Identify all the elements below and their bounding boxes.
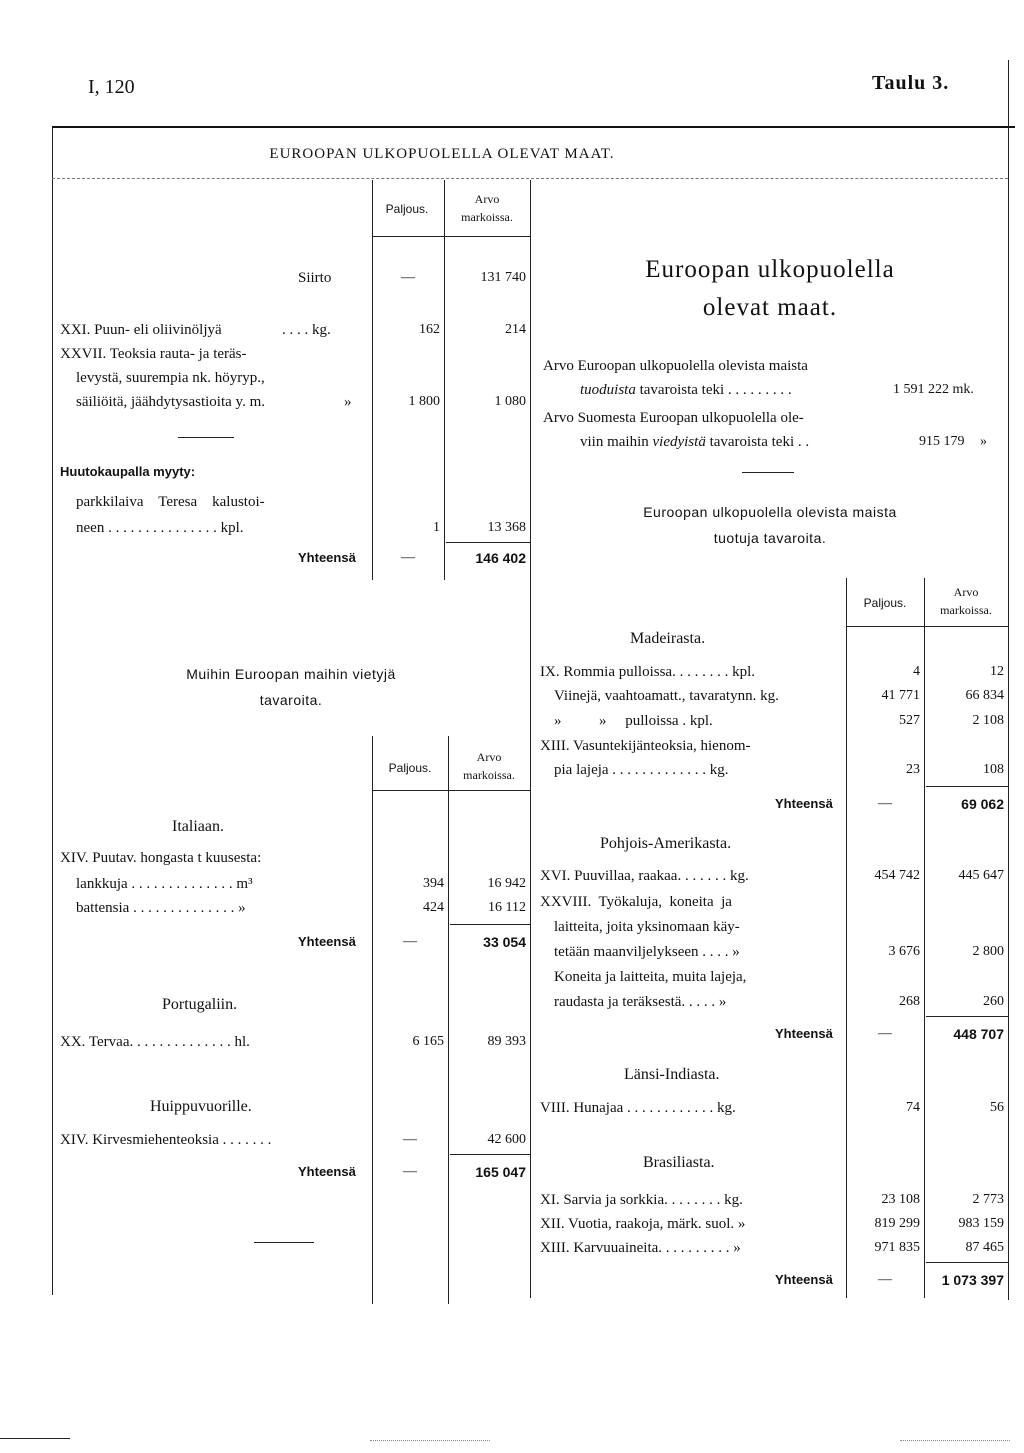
italia-r2-label: battensia . . . . . . . . . . . . . . » [76, 900, 246, 916]
summary-exports-value: 915 179 [919, 434, 965, 449]
pohjois-total-paljous: — [878, 1026, 892, 1041]
madeira-r1-arvo: 12 [990, 664, 1004, 679]
r2-paljous: 1 800 [408, 394, 440, 409]
portugal-r1-paljous: 6 165 [412, 1034, 444, 1049]
italia-total-label: Yhteensä [298, 934, 356, 949]
madeira-r1-label: IX. Rommia pulloissa. . . . . . . . kpl. [540, 664, 755, 680]
r2-unit: » [344, 394, 352, 410]
col-line-1 [372, 180, 373, 580]
auction-heading: Huutokaupalla myyty: [60, 464, 196, 479]
r2-line2: levystä, suurempia nk. höyryp., [76, 370, 265, 386]
brasilia-sum-rule [926, 1262, 1008, 1263]
huippu-sum-rule [450, 1154, 530, 1155]
madeira-title: Madeirasta. [630, 630, 706, 647]
madeira-r3-label: » » pulloissa . kpl. [554, 713, 713, 729]
brasilia-r2-arvo: 983 159 [958, 1216, 1004, 1231]
col-arvo-top: Arvo [474, 192, 500, 206]
col-arvo-bottom: Arvo [476, 750, 502, 764]
huippu-r1-paljous: — [403, 1132, 417, 1147]
r1-arvo: 214 [505, 322, 526, 337]
exports-heading-1: Muihin Euroopan maihin vietyjä [186, 666, 396, 682]
madeira-total-paljous: — [878, 796, 892, 811]
total-paljous-top: — [401, 550, 415, 565]
exports-heading-2: tavaroita. [259, 692, 323, 708]
brasilia-title: Brasiliasta. [643, 1154, 715, 1171]
imports-heading-1: Euroopan ulkopuolella olevista maista [643, 504, 897, 520]
col-paljous-top: Paljous. [385, 202, 429, 216]
top-rule [52, 126, 1015, 128]
bottom-col-line-1 [372, 736, 373, 1304]
madeira-r4-line1: XIII. Vasuntekijänteoksia, hienom- [540, 738, 751, 754]
madeira-sum-rule [926, 786, 1008, 787]
brasilia-total-paljous: — [878, 1272, 892, 1287]
italia-group-label: XIV. Puutav. hongasta t kuusesta: [60, 850, 262, 866]
portugal-r1-arvo: 89 393 [487, 1034, 526, 1049]
pohjois-r2-paljous: 3 676 [888, 944, 920, 959]
siirto-paljous: — [401, 270, 415, 285]
madeira-r2-arvo: 66 834 [965, 688, 1004, 703]
madeira-total-label: Yhteensä [775, 796, 833, 811]
pohjois-r1-paljous: 454 742 [874, 868, 920, 883]
huippu-total-paljous: — [403, 1164, 417, 1179]
summary-line-4 [580, 434, 809, 451]
r1-label: XXI. Puun- eli oliivinöljyä [60, 322, 222, 338]
pohjois-r2-line2: laitteita, joita yksinomaan käy- [554, 919, 740, 935]
summary-line-2 [580, 382, 792, 399]
italia-total-arvo: 33 054 [483, 934, 526, 950]
madeira-r4-line2: pia lajeja . . . . . . . . . . . . . kg. [554, 762, 729, 778]
main-title: EUROOPAN ULKOPUOLELLA OLEVAT MAAT. [269, 146, 615, 162]
italia-r1-paljous: 394 [423, 876, 444, 891]
r3-line2: neen . . . . . . . . . . . . . . . kpl. [76, 520, 244, 536]
col-paljous-bottom: Paljous. [388, 761, 432, 775]
header-rule-top [372, 236, 530, 237]
imports-heading-2: tuotuja tavaroita. [713, 530, 827, 546]
right-col-line-1 [846, 578, 847, 1298]
lansi-r1-paljous: 74 [906, 1100, 920, 1115]
short-rule-1 [178, 437, 234, 438]
summary-line-4-rest: tavaroista teki . . [705, 434, 810, 450]
lansi-r1-arvo: 56 [990, 1100, 1004, 1115]
r3-arvo: 13 368 [487, 520, 526, 535]
italia-r1-arvo: 16 942 [487, 876, 526, 891]
short-rule-2 [742, 472, 794, 473]
pohjois-r2-arvo: 2 800 [972, 944, 1004, 959]
r3-paljous: 1 [433, 520, 440, 535]
lansi-title: Länsi-Indiasta. [624, 1066, 720, 1083]
pohjois-r1-label: XVI. Puuvillaa, raakaa. . . . . . . kg. [540, 868, 749, 884]
brasilia-r2-paljous: 819 299 [874, 1216, 920, 1231]
italia-r2-arvo: 16 112 [488, 900, 526, 915]
pohjois-total-label: Yhteensä [775, 1026, 833, 1041]
pohjois-r3-arvo: 260 [983, 994, 1004, 1009]
col-markoissa-bottom: markoissa. [463, 768, 515, 782]
madeira-r2-paljous: 41 771 [881, 688, 920, 703]
pohjois-r2-line3: tetään maanviljelykseen . . . . » [554, 944, 740, 960]
header-rule-right [846, 626, 1008, 627]
r1-unit: . . . . kg. [282, 322, 331, 338]
bottom-right-rule [900, 1440, 1010, 1441]
summary-line-4-pre: viin maihin [580, 434, 653, 450]
pohjois-r2-line1: XXVIII. Työkaluja, koneita ja [540, 894, 732, 910]
left-frame [52, 127, 53, 1295]
brasilia-total-arvo: 1 073 397 [941, 1272, 1004, 1288]
pohjois-sum-rule [926, 1016, 1008, 1017]
siirto-label: Siirto [298, 270, 332, 286]
italia-total-paljous: — [403, 934, 417, 949]
summary-line-4-italic: viedyistä [652, 434, 706, 450]
huippu-r1-label: XIV. Kirvesmiehenteoksia . . . . . . . [60, 1132, 272, 1148]
pohjois-r3-paljous: 268 [899, 994, 920, 1009]
summary-line-2-italic: tuoduista [580, 382, 636, 398]
right-col-line-2 [924, 578, 925, 1298]
short-rule-3 [254, 1242, 314, 1243]
portugal-title: Portugaliin. [162, 996, 238, 1013]
r3-line1: parkkilaiva Teresa kalustoi- [76, 494, 265, 510]
madeira-r2-label: Viinejä, vaahtoamatt., tavaratynn. kg. [554, 688, 779, 704]
huippu-total-arvo: 165 047 [475, 1164, 526, 1180]
r2-arvo: 1 080 [494, 394, 526, 409]
brasilia-r1-arvo: 2 773 [972, 1192, 1004, 1207]
madeira-r3-arvo: 2 108 [972, 713, 1004, 728]
madeira-r1-paljous: 4 [913, 664, 920, 679]
total-arvo-top: 146 402 [475, 550, 526, 566]
total-label-top: Yhteensä [298, 550, 356, 565]
italia-title: Italiaan. [172, 818, 224, 835]
brasilia-r1-paljous: 23 108 [881, 1192, 920, 1207]
huippu-total-label: Yhteensä [298, 1164, 356, 1179]
italia-r2-paljous: 424 [423, 900, 444, 915]
col-markoissa-right: markoissa. [940, 603, 992, 617]
page-number: I, 120 [88, 76, 135, 98]
bottom-mid-rule [370, 1440, 490, 1441]
summary-line-1: Arvo Euroopan ulkopuolella olevista maista [543, 358, 808, 374]
pohjois-r3-line2: raudasta ja teräksestä. . . . . » [554, 994, 727, 1010]
italia-r1-label: lankkuja . . . . . . . . . . . . . . m³ [76, 876, 253, 892]
madeira-r4-paljous: 23 [906, 762, 920, 777]
pohjois-title: Pohjois-Amerikasta. [600, 835, 732, 852]
sum-rule-1 [446, 542, 530, 543]
center-divider [530, 180, 531, 1298]
brasilia-r2-label: XII. Vuotia, raakoja, märk. suol. » [540, 1216, 746, 1232]
summary-title-1: Euroopan ulkopuolella [645, 256, 895, 283]
col-line-2 [444, 180, 445, 580]
lansi-r1-label: VIII. Hunajaa . . . . . . . . . . . . kg. [540, 1100, 736, 1116]
summary-title-2: olevat maat. [702, 294, 838, 321]
summary-imports-value: 1 591 222 mk. [893, 382, 974, 397]
huippu-title: Huippuvuorille. [150, 1098, 252, 1115]
pohjois-total-arvo: 448 707 [953, 1026, 1004, 1042]
brasilia-r3-paljous: 971 835 [874, 1240, 920, 1255]
brasilia-r3-arvo: 87 465 [965, 1240, 1004, 1255]
col-paljous-right: Paljous. [863, 596, 907, 610]
brasilia-r3-label: XIII. Karvuuaineita. . . . . . . . . . » [540, 1240, 741, 1256]
huippu-r1-arvo: 42 600 [487, 1132, 526, 1147]
italia-sum-rule [450, 924, 530, 925]
title-rule [52, 178, 1008, 179]
table-label: Taulu 3. [872, 72, 950, 94]
summary-line-3: Arvo Suomesta Euroopan ulkopuolella ole- [543, 410, 804, 426]
madeira-r3-paljous: 527 [899, 713, 920, 728]
pohjois-r3-line1: Koneita ja laitteita, muita lajeja, [554, 969, 747, 985]
bottom-col-line-2 [448, 736, 449, 1304]
right-frame [1008, 60, 1009, 1300]
col-arvo-right: Arvo [953, 585, 979, 599]
r1-paljous: 162 [419, 322, 440, 337]
siirto-arvo: 131 740 [480, 270, 526, 285]
col-markoissa-top: markoissa. [461, 210, 513, 224]
brasilia-r1-label: XI. Sarvia ja sorkkia. . . . . . . . kg. [540, 1192, 743, 1208]
portugal-r1-label: XX. Tervaa. . . . . . . . . . . . . . hl. [60, 1034, 250, 1050]
brasilia-total-label: Yhteensä [775, 1272, 833, 1287]
madeira-total-arvo: 69 062 [961, 796, 1004, 812]
bottom-left-rule [0, 1438, 70, 1439]
header-rule-bottom [372, 790, 530, 791]
r2-line3: säiliöitä, jäähdytysastioita y. m. [76, 394, 265, 410]
madeira-r4-arvo: 108 [983, 762, 1004, 777]
r2-line1: XXVII. Teoksia rauta- ja teräs- [60, 346, 247, 362]
summary-line-2-rest: tavaroista teki . . . . . . . . . [635, 382, 792, 398]
summary-exports-unit: » [980, 434, 987, 449]
pohjois-r1-arvo: 445 647 [958, 868, 1004, 883]
